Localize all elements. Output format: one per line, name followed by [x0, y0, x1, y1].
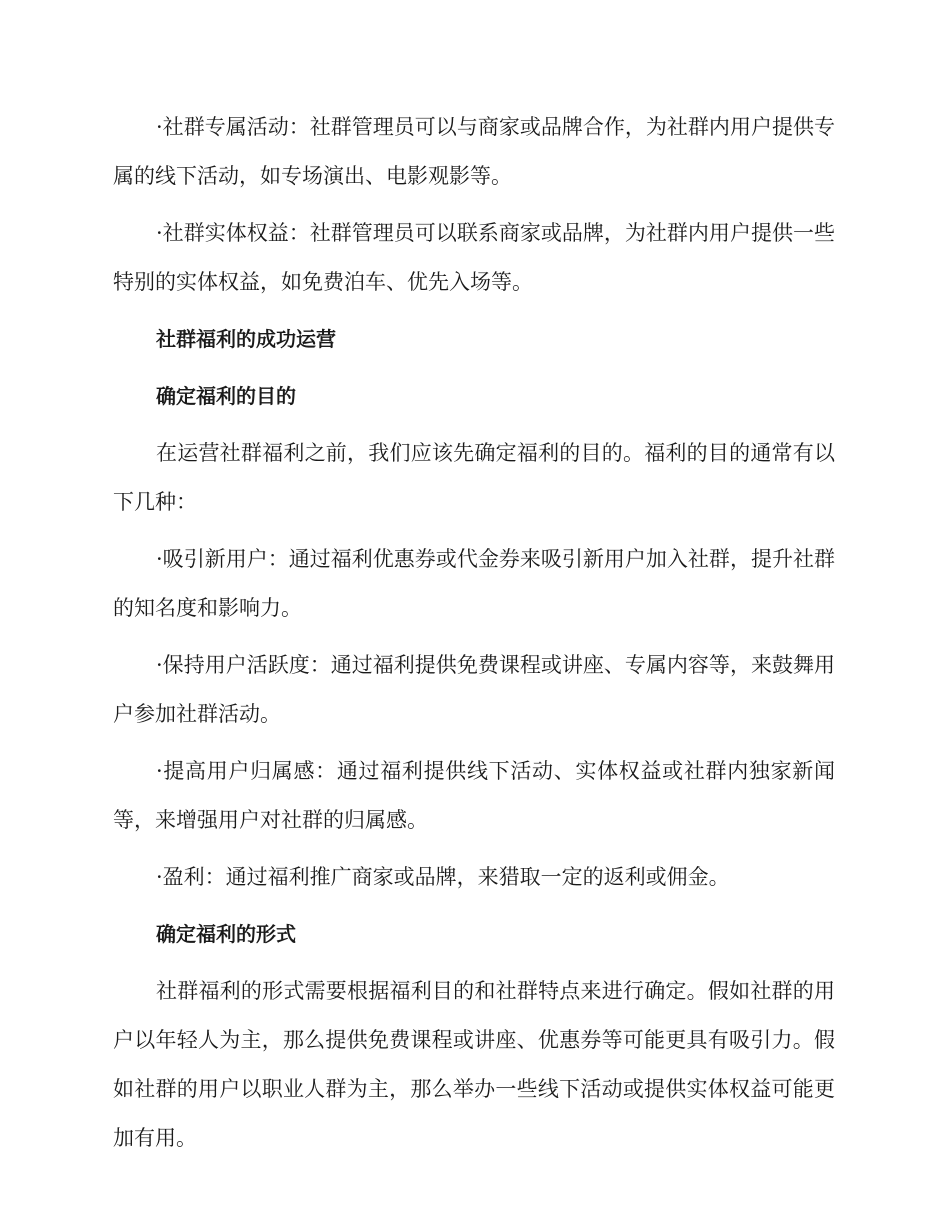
- para-purpose-intro: 在运营社群福利之前，我们应该先确定福利的目的。福利的目的通常有以下几种：: [113, 441, 835, 514]
- bullet-profit: ·盈利：通过福利推广商家或品牌，来猎取一定的返利或佣金。: [156, 865, 730, 889]
- heading-determine-form: 确定福利的形式: [156, 922, 296, 946]
- bullet-exclusive-activities: ·社群专属活动：社群管理员可以与商家或品牌合作，为社群内用户提供专属的线下活动，如专场演出、电影观影等。: [113, 115, 835, 188]
- bullet-keep-active: ·保持用户活跃度：通过福利提供免费课程或讲座、专属内容等，来鼓舞用户参加社群活动。: [113, 653, 835, 726]
- bullet-attract-new-users: ·吸引新用户：通过福利优惠券或代金券来吸引新用户加入社群，提升社群的知名度和影响力。: [113, 547, 835, 620]
- document-body: [113, 103, 835, 1171]
- bullet-physical-benefits: ·社群实体权益：社群管理员可以联系商家或品牌，为社群内用户提供一些特别的实体权益，如免费泊车、优先入场等。: [113, 221, 835, 294]
- para-form-description: 社群福利的形式需要根据福利目的和社群特点来进行确定。假如社群的用户以年轻人为主，那么提供免费课程或讲座、优惠券等可能更具有吸引力。假如社群的用户以职业人群为主，那么举办一些线下活动或提供实体权益可能更加有用。: [113, 979, 835, 1150]
- heading-determine-purpose: 确定福利的目的: [156, 384, 296, 408]
- bullet-belonging: ·提高用户归属感：通过福利提供线下活动、实体权益或社群内独家新闻等，来增强用户对社群的归属感。: [113, 759, 835, 832]
- heading-successful-operation: 社群福利的成功运营: [156, 327, 336, 351]
